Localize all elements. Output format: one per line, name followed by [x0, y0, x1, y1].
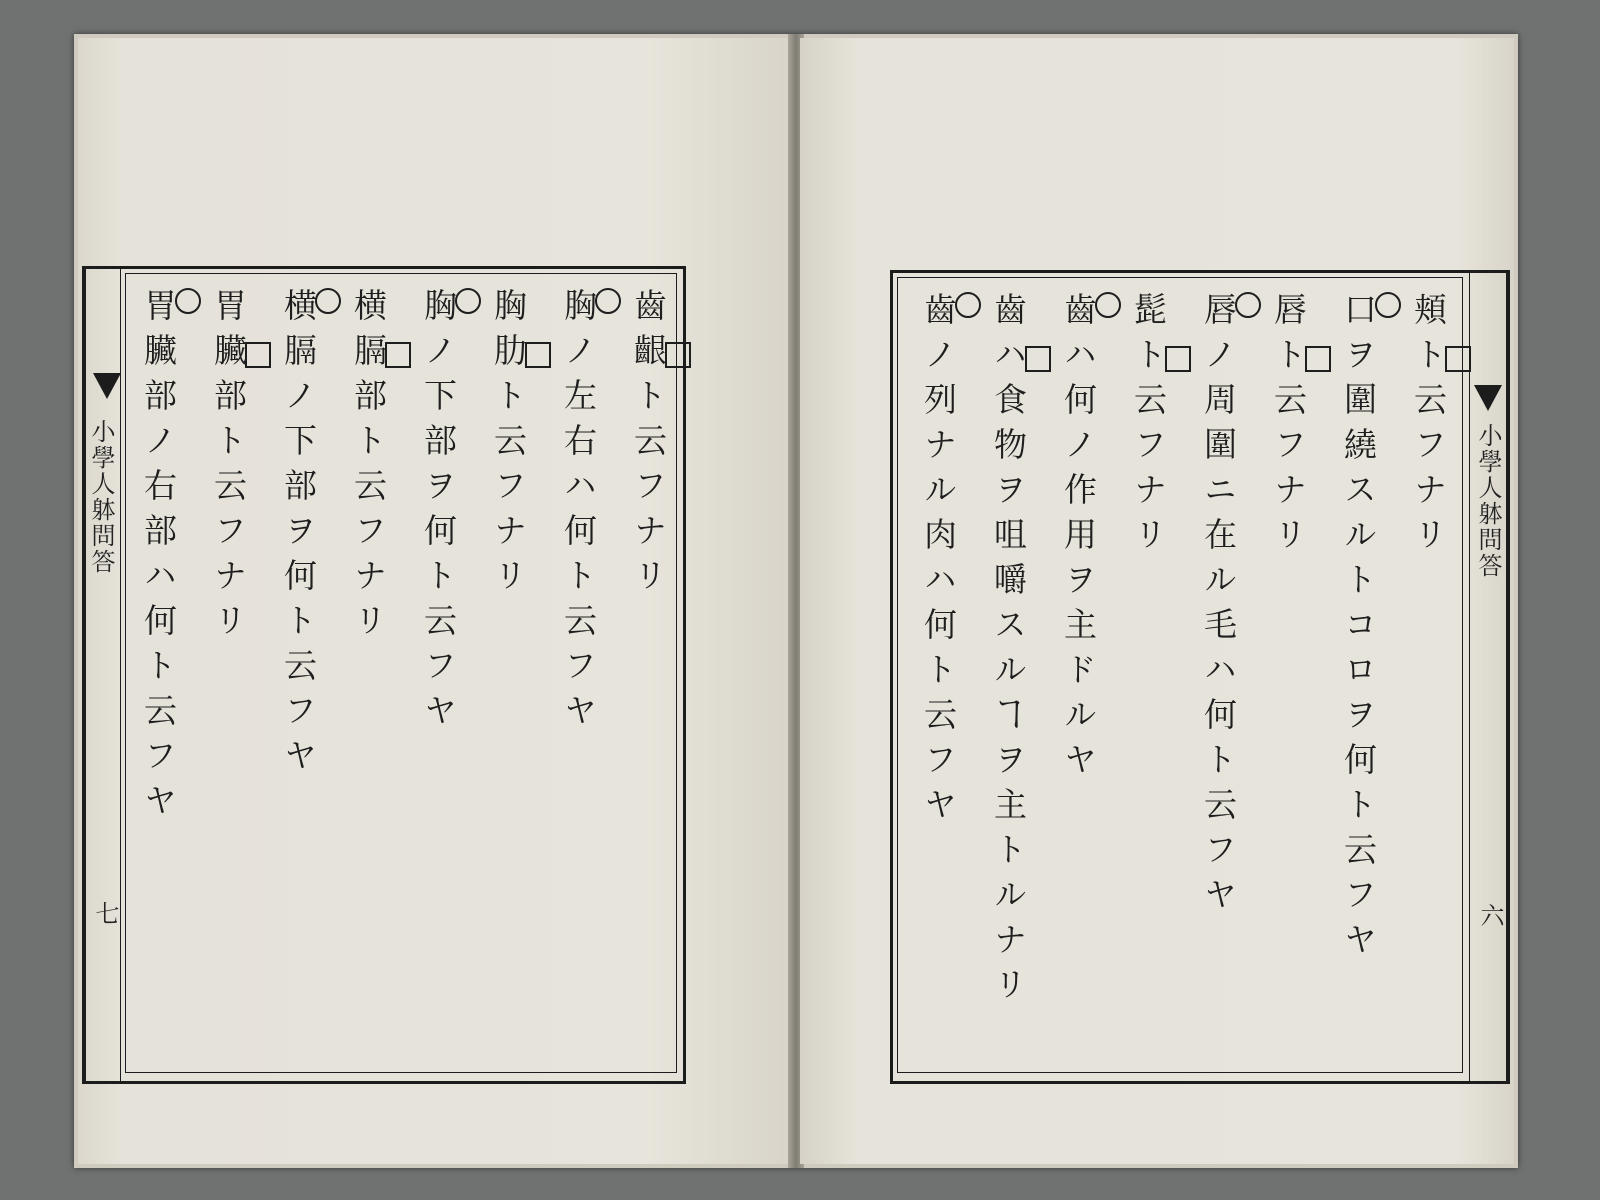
right-running-title: 小學人躰問答 — [1474, 423, 1502, 579]
right-text-column — [1129, 292, 1191, 562]
right-folio: 六 — [1476, 903, 1504, 927]
answer-square-mark — [1165, 346, 1191, 372]
answer-square-mark — [525, 342, 551, 368]
answer-text: 齒ハ食物ヲ咀嚼スルヿヲ主トルナリ — [989, 292, 1028, 1012]
right-text-column — [989, 292, 1051, 1012]
answer-square-mark — [245, 342, 271, 368]
right-page-fishtail-mark — [1474, 385, 1502, 411]
question-circle-mark — [1095, 292, 1121, 318]
answer-text: 胸肋ト云フナリ — [489, 288, 528, 603]
left-text-column — [559, 288, 621, 738]
right-text-column — [1059, 292, 1121, 787]
left-text-area — [125, 273, 677, 1073]
answer-text: 頬ト云フナリ — [1409, 292, 1448, 562]
left-text-column — [139, 288, 201, 828]
right-text-column — [1409, 292, 1471, 562]
question-circle-mark — [595, 288, 621, 314]
right-text-column — [1269, 292, 1331, 562]
question-circle-mark — [1375, 292, 1401, 318]
answer-text: 髭ト云フナリ — [1129, 292, 1168, 562]
left-text-column — [629, 288, 691, 603]
right-page-frame — [890, 270, 1510, 1084]
left-page-frame — [82, 266, 686, 1084]
answer-square-mark — [1025, 346, 1051, 372]
left-text-column — [419, 288, 481, 738]
right-text-column — [1339, 292, 1401, 967]
right-text-column — [919, 292, 981, 832]
right-text-column — [1199, 292, 1261, 922]
question-text: 齒ノ列ナル肉ハ何ト云フヤ — [919, 292, 958, 832]
left-page-fishtail-mark — [93, 373, 121, 399]
question-circle-mark — [455, 288, 481, 314]
answer-square-mark — [665, 342, 691, 368]
question-text: 胸ノ左右ハ何ト云フヤ — [559, 288, 598, 738]
question-text: 唇ノ周圍ニ在ル毛ハ何ト云フヤ — [1199, 292, 1238, 922]
question-text: 横膈ノ下部ヲ何ト云フヤ — [279, 288, 318, 783]
question-text: 胃臟部ノ右部ハ何ト云フヤ — [139, 288, 178, 828]
left-text-column — [489, 288, 551, 603]
question-text: 口ヲ圍繞スルトコロヲ何ト云フヤ — [1339, 292, 1378, 967]
answer-text: 横膈部ト云フナリ — [349, 288, 388, 648]
left-text-column — [209, 288, 271, 648]
question-text: 胸ノ下部ヲ何ト云フヤ — [419, 288, 458, 738]
answer-text: 齒齦ト云フナリ — [629, 288, 668, 603]
left-folio: 七 — [91, 901, 119, 925]
answer-text: 唇ト云フナリ — [1269, 292, 1308, 562]
answer-text: 胃臟部ト云フナリ — [209, 288, 248, 648]
right-page — [800, 38, 1514, 1164]
question-circle-mark — [175, 288, 201, 314]
answer-square-mark — [1305, 346, 1331, 372]
question-circle-mark — [315, 288, 341, 314]
left-text-column — [279, 288, 341, 783]
question-text: 齒ハ何ノ作用ヲ主ドルヤ — [1059, 292, 1098, 787]
left-text-column — [349, 288, 411, 648]
answer-square-mark — [385, 342, 411, 368]
right-text-area — [897, 277, 1463, 1073]
question-circle-mark — [955, 292, 981, 318]
left-running-title: 小學人躰問答 — [87, 419, 115, 575]
open-book — [74, 34, 1518, 1168]
left-page — [78, 38, 792, 1164]
answer-square-mark — [1445, 346, 1471, 372]
question-circle-mark — [1235, 292, 1261, 318]
